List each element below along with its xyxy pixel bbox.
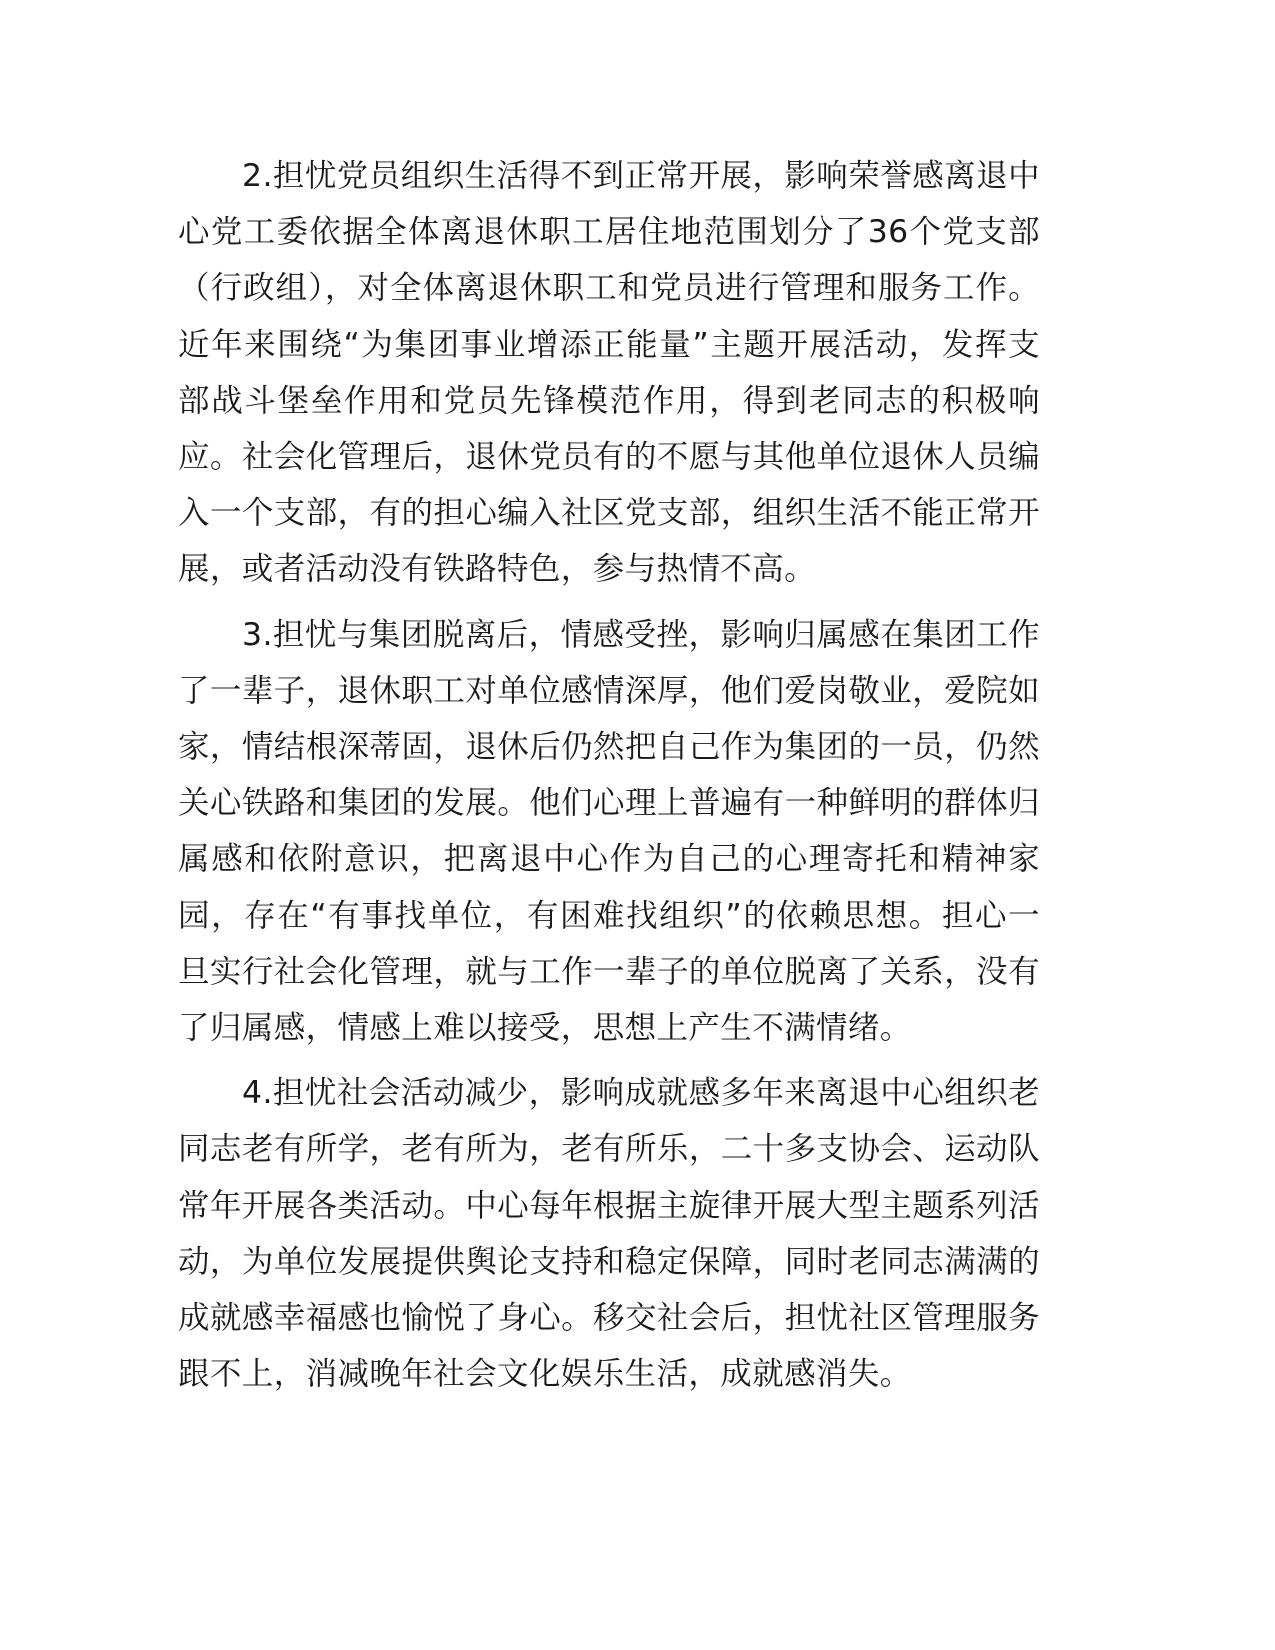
paragraph-4: 4.担忧社会活动减少，影响成就感多年来离退中心组织老同志老有所学，老有所为，老有所乐，二十多支协会、运动队常年开展各类活动。中心每年根据主旋律开展大型主题系列活动，为单位发展提供舆论支持和稳定保障，同时老同志满满的成就感幸福感也愉悦了身心。移交社会后，担忧社区管理服务跟不上，消减晚年社会文化娱乐生活，成就感消失。 [178,1075,1040,1393]
paragraph-3: 3.担忧与集团脱离后，情感受挫，影响归属感在集团工作了一辈子，退休职工对单位感情深厚，他们爱岗敬业，爱院如家，情结根深蒂固，退休后仍然把自己作为集团的一员，仍然关心铁路和集团的发展。他们心理上普遍有一种鲜明的群体归属感和依附意识，把离退中心作为自己的心理寄托和精神家园，存在“有事找单位，有困难找组织”的依赖思想。担心一旦实行社会化管理，就与工作一辈子的单位脱离了关系，没有了归属感，情感上难以接受，思想上产生不满情绪。 [178,616,1040,1047]
document-page [178,148,1040,1411]
paragraph-2: 2.担忧党员组织生活得不到正常开展，影响荣誉感离退中心党工委依据全体离退休职工居住地范围划分了36个党支部（行政组），对全体离退休职工和党员进行管理和服务工作。近年来围绕“为集团事业增添正能量”主题开展活动，发挥支部战斗堡垒作用和党员先锋模范作用，得到老同志的积极响应。社会化管理后，退休党员有的不愿与其他单位退休人员编入一个支部，有的担心编入社区党支部，组织生活不能正常开展，或者活动没有铁路特色，参与热情不高。 [178,158,1040,588]
